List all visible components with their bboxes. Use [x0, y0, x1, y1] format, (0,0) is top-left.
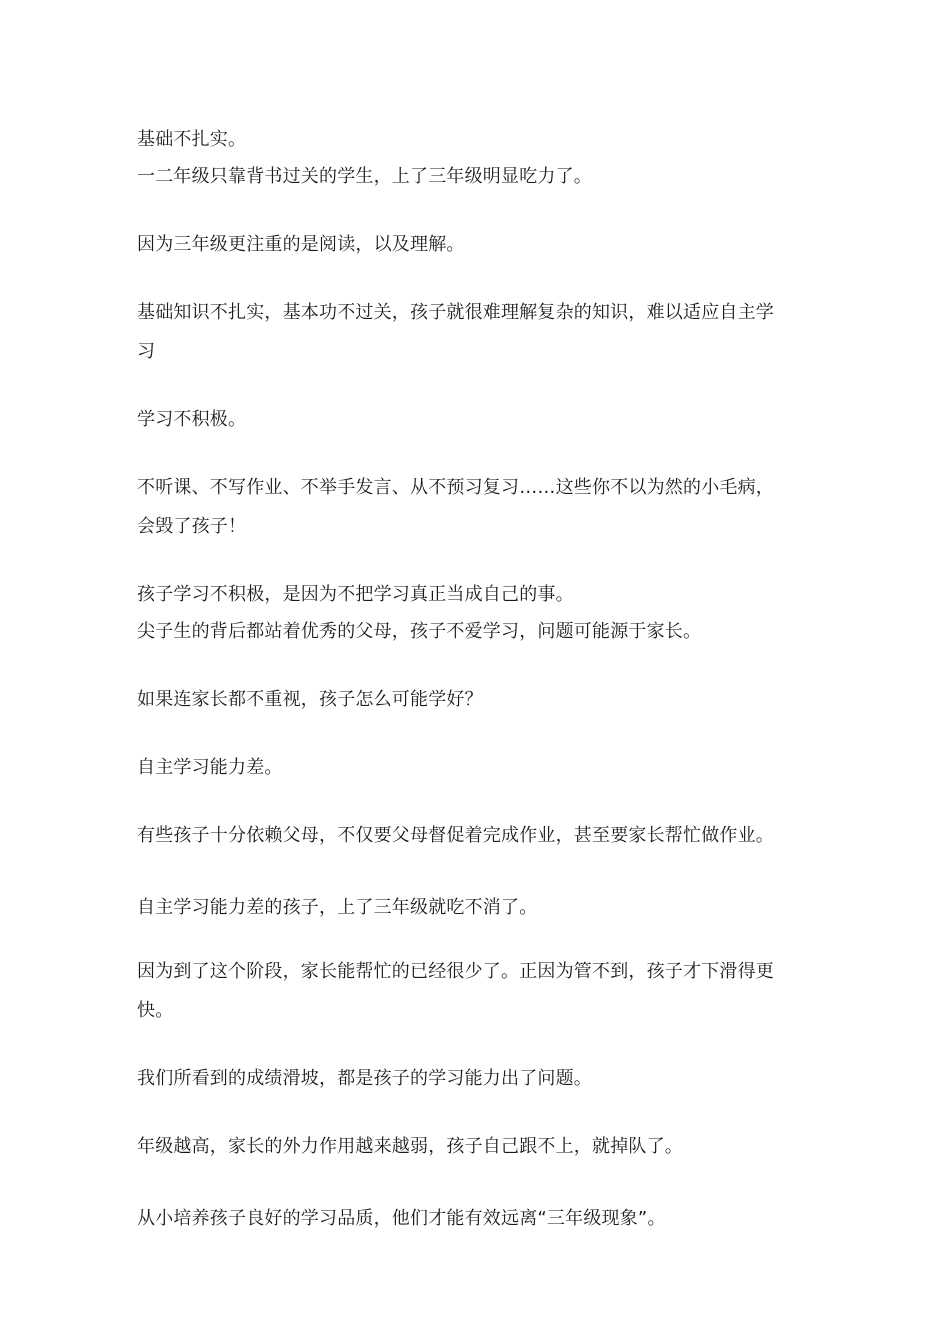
text-line: 年级越高，家长的外力作用越来越弱，孩子自己跟不上，就掉队了。: [137, 1136, 683, 1157]
text-line: 我们所看到的成绩滑坡，都是孩子的学习能力出了问题。: [137, 1068, 592, 1089]
text-line: 学习不积极。: [137, 409, 247, 430]
text-line: 因为到了这个阶段，家长能帮忙的已经很少了。正因为管不到，孩子才下滑得更: [137, 961, 774, 982]
text-line: 习: [137, 341, 156, 362]
text-line: 快。: [137, 1000, 174, 1021]
text-line: 因为三年级更注重的是阅读，以及理解。: [137, 234, 465, 255]
text-line: 自主学习能力差的孩子，上了三年级就吃不消了。: [137, 897, 538, 918]
text-line: 基础知识不扎实，基本功不过关，孩子就很难理解复杂的知识，难以适应自主学: [137, 302, 774, 323]
text-line: 基础不扎实。: [137, 129, 247, 150]
text-line: 有些孩子十分依赖父母，不仅要父母督促着完成作业，甚至要家长帮忙做作业。: [137, 825, 774, 846]
text-line: 孩子学习不积极，是因为不把学习真正当成自己的事。: [137, 584, 574, 605]
text-line: 尖子生的背后都站着优秀的父母，孩子不爱学习，问题可能源于家长。: [137, 621, 702, 642]
text-line: 如果连家长都不重视，孩子怎么可能学好？: [137, 689, 483, 710]
text-line: 不听课、不写作业、不举手发言、从不预习复习……这些你不以为然的小毛病，: [137, 477, 774, 498]
text-line: 一二年级只靠背书过关的学生，上了三年级明显吃力了。: [137, 166, 592, 187]
text-line: 会毁了孩子！: [137, 516, 247, 537]
text-line: 自主学习能力差。: [137, 757, 283, 778]
text-line: 从小培养孩子良好的学习品质，他们才能有效远离“三年级现象”。: [137, 1208, 666, 1229]
